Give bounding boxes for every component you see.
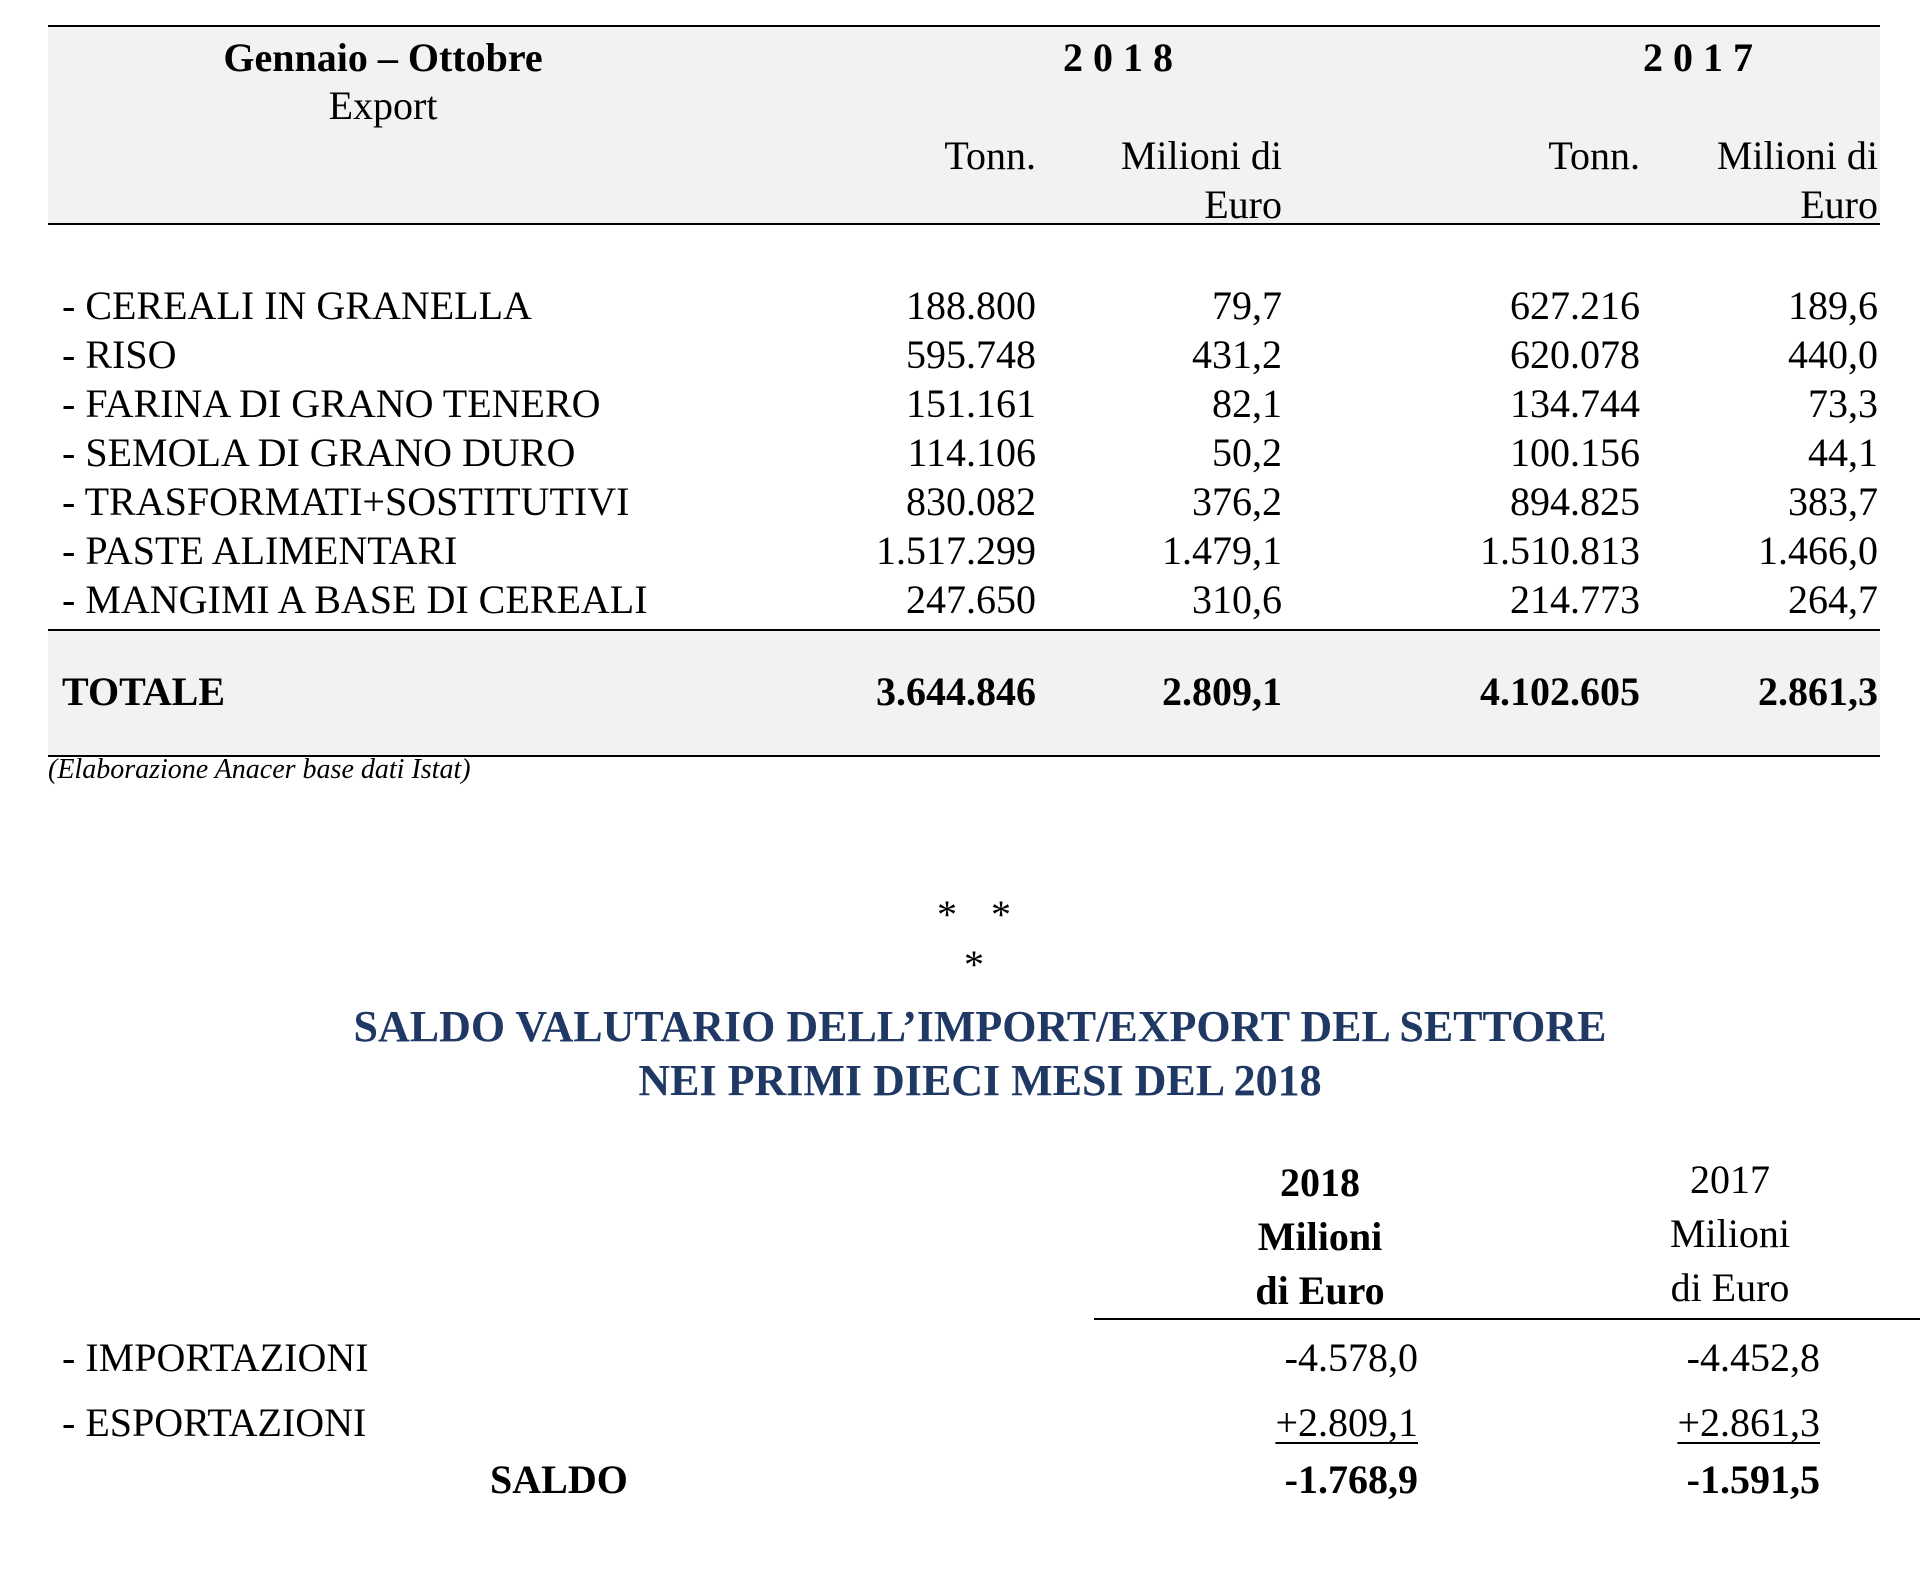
col-milioni-line2: Euro xyxy=(1800,182,1878,227)
balance-title-line2: NEI PRIMI DIECI MESI DEL 2018 xyxy=(638,1056,1322,1105)
row-label: - TRASFORMATI+SOSTITUTIVI xyxy=(62,479,630,524)
euro-2018: 79,7 xyxy=(1212,283,1282,328)
euro-2017: 189,6 xyxy=(1788,283,1878,328)
balance-header-year: 2018 xyxy=(1280,1160,1360,1205)
euro-2017: 73,3 xyxy=(1808,381,1878,426)
table-body xyxy=(48,225,1880,629)
balance-header-rule xyxy=(1094,1318,1920,1320)
table-row xyxy=(48,428,1880,477)
euro-2018: 82,1 xyxy=(1212,381,1282,426)
total-tonn-2017: 4.102.605 xyxy=(1480,669,1640,714)
tonn-2018: 114.106 xyxy=(907,430,1036,475)
balance-export-2018: +2.809,1 xyxy=(1275,1400,1418,1445)
total-tonn-2018: 3.644.846 xyxy=(876,669,1036,714)
table-row xyxy=(48,281,1880,330)
balance-row-label-import: - IMPORTAZIONI xyxy=(62,1335,369,1380)
period-heading: Gennaio – Ottobre xyxy=(223,35,543,80)
table-row xyxy=(48,477,1880,526)
col-tonn-2018: Tonn. xyxy=(944,133,1036,178)
tonn-2018: 595.748 xyxy=(906,332,1036,377)
tonn-2018: 830.082 xyxy=(906,479,1036,524)
euro-2018: 1.479,1 xyxy=(1162,528,1282,573)
balance-import-2017: -4.452,8 xyxy=(1686,1335,1820,1380)
saldo-2017: -1.591,5 xyxy=(1686,1457,1820,1502)
export-table xyxy=(48,25,1880,757)
euro-2017: 264,7 xyxy=(1788,577,1878,622)
table-subtitle: Export xyxy=(328,83,438,128)
row-label: - FARINA DI GRANO TENERO xyxy=(62,381,601,426)
table-row xyxy=(48,379,1880,428)
total-row xyxy=(48,629,1880,757)
row-label: - MANGIMI A BASE DI CEREALI xyxy=(62,577,648,622)
balance-header-unit2: di Euro xyxy=(1255,1268,1385,1313)
tonn-2018: 1.517.299 xyxy=(876,528,1036,573)
source-note: (Elaborazione Anacer base dati Istat) xyxy=(48,754,471,785)
balance-header-unit1: Milioni xyxy=(1669,1211,1791,1256)
tonn-2017: 100.156 xyxy=(1510,430,1640,475)
tonn-2017: 894.825 xyxy=(1510,479,1640,524)
balance-title xyxy=(200,1000,1760,1108)
col-milioni-line1: Milioni di xyxy=(1716,133,1878,178)
euro-2017: 383,7 xyxy=(1788,479,1878,524)
tonn-2017: 134.744 xyxy=(1510,381,1640,426)
balance-header-2018 xyxy=(1190,1156,1450,1318)
balance-export-2017: +2.861,3 xyxy=(1677,1400,1820,1445)
year-2017-heading: 2017 xyxy=(1643,35,1763,80)
balance-import-2018: -4.578,0 xyxy=(1284,1335,1418,1380)
balance-row-label-export: - ESPORTAZIONI xyxy=(62,1400,367,1445)
saldo-2018: -1.768,9 xyxy=(1284,1457,1418,1502)
table-row xyxy=(48,526,1880,575)
euro-2018: 376,2 xyxy=(1192,479,1282,524)
euro-2018: 50,2 xyxy=(1212,430,1282,475)
euro-2017: 44,1 xyxy=(1808,430,1878,475)
total-label: TOTALE xyxy=(62,669,226,714)
tonn-2018: 247.650 xyxy=(906,577,1036,622)
col-milioni-line1: Milioni di xyxy=(1120,133,1282,178)
col-milioni-2017 xyxy=(1678,131,1878,229)
tonn-2017: 627.216 xyxy=(1510,283,1640,328)
total-euro-2017: 2.861,3 xyxy=(1758,669,1878,714)
tonn-2017: 620.078 xyxy=(1510,332,1640,377)
balance-export-2018-cell xyxy=(1118,1398,1418,1448)
balance-title-line1: SALDO VALUTARIO DELL’IMPORT/EXPORT DEL SETTORE xyxy=(353,1002,1607,1051)
balance-header-year: 2017 xyxy=(1690,1157,1770,1202)
euro-2018: 310,6 xyxy=(1192,577,1282,622)
table-row xyxy=(48,575,1880,624)
tonn-2017: 1.510.813 xyxy=(1480,528,1640,573)
balance-export-2017-cell xyxy=(1520,1398,1820,1448)
col-milioni-2018 xyxy=(1082,131,1282,229)
row-label: - PASTE ALIMENTARI xyxy=(62,528,458,573)
tonn-2018: 151.161 xyxy=(906,381,1036,426)
balance-header-unit1: Milioni xyxy=(1257,1214,1383,1259)
year-2018-heading: 2018 xyxy=(1063,35,1183,80)
col-tonn-2017: Tonn. xyxy=(1548,133,1640,178)
table-row xyxy=(48,330,1880,379)
euro-2017: 440,0 xyxy=(1788,332,1878,377)
euro-2018: 431,2 xyxy=(1192,332,1282,377)
section-separator: * * * xyxy=(937,892,1023,987)
row-label: - RISO xyxy=(62,332,177,377)
total-euro-2018: 2.809,1 xyxy=(1162,669,1282,714)
table-header xyxy=(48,25,1880,225)
tonn-2017: 214.773 xyxy=(1510,577,1640,622)
balance-header-2017 xyxy=(1600,1153,1860,1315)
balance-header-unit2: di Euro xyxy=(1670,1265,1790,1310)
tonn-2018: 188.800 xyxy=(906,283,1036,328)
saldo-label: SALDO xyxy=(490,1457,628,1502)
euro-2017: 1.466,0 xyxy=(1758,528,1878,573)
row-label: - CEREALI IN GRANELLA xyxy=(62,283,532,328)
row-label: - SEMOLA DI GRANO DURO xyxy=(62,430,576,475)
col-milioni-line2: Euro xyxy=(1204,182,1282,227)
